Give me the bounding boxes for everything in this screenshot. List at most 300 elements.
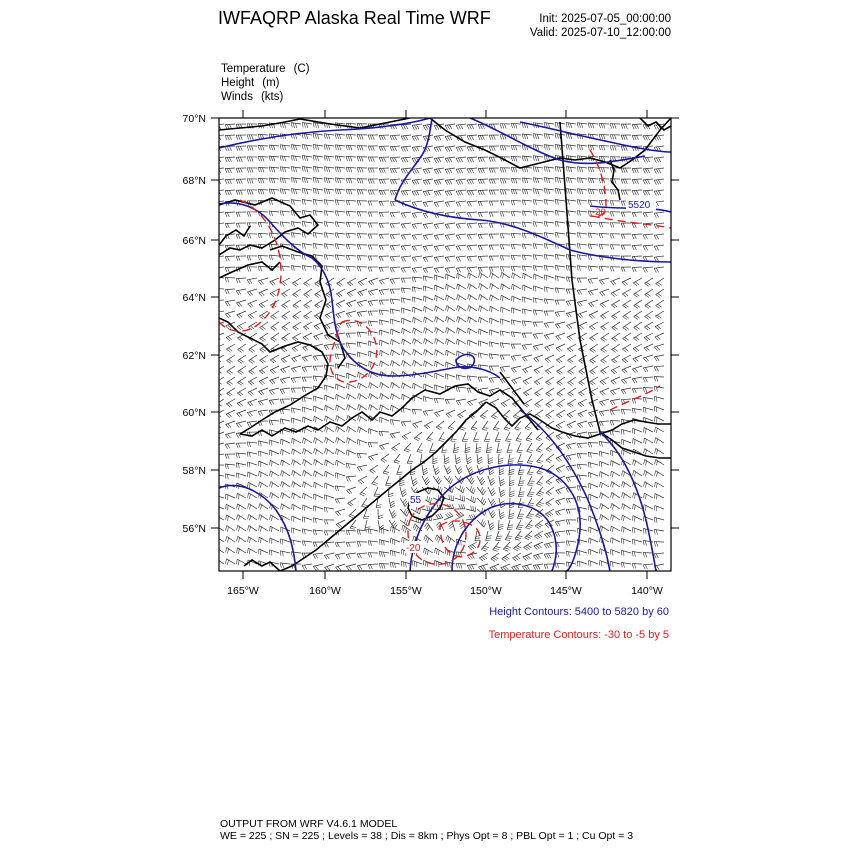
wind-barb-flag — [404, 450, 409, 452]
wind-barb-flag — [282, 409, 283, 414]
wind-barb-flag — [647, 293, 651, 296]
wind-barb-flag — [467, 169, 469, 174]
wind-barb — [236, 278, 246, 279]
wind-barb — [589, 300, 598, 303]
wind-barb-flag — [315, 244, 316, 249]
wind-barb-flag — [513, 245, 515, 250]
wind-barb-flag — [492, 296, 493, 301]
wind-barb — [511, 320, 521, 322]
wind-barb — [292, 528, 302, 531]
wind-barb-flag — [654, 246, 656, 250]
wind-barb-flag — [522, 156, 523, 161]
wind-barb-flag — [357, 467, 360, 471]
wind-barb-flag — [404, 329, 405, 334]
wind-barb-flag — [381, 223, 383, 228]
wind-barb — [611, 377, 620, 381]
wind-barb-flag — [533, 322, 535, 327]
wind-barb-flag — [434, 137, 437, 141]
wind-barb — [489, 377, 499, 378]
wind-barb-flag — [491, 267, 493, 272]
wind-barb-flag — [646, 326, 650, 329]
wind-barb-flag — [577, 278, 579, 283]
wind-barb-flag — [228, 424, 231, 428]
wind-barb-flag — [647, 136, 649, 141]
wind-barb-flag — [240, 359, 244, 362]
wind-barb-flag — [349, 439, 350, 444]
wind-barb-flag — [325, 460, 326, 465]
wind-barb — [632, 267, 642, 268]
wind-barb-flag — [382, 351, 383, 356]
wind-barb-flag — [601, 124, 603, 129]
wind-barb-flag — [469, 202, 471, 207]
wind-barb-flag — [251, 190, 253, 195]
wind-barb-flag — [456, 461, 460, 464]
wind-barb-flag — [610, 401, 613, 405]
wind-barb-flag — [546, 382, 550, 385]
wind-barb-flag — [489, 245, 491, 250]
wind-barb-flag — [392, 257, 394, 262]
wind-barb-flag — [469, 191, 471, 196]
wind-barb-flag — [460, 147, 462, 151]
wind-barb — [623, 300, 632, 305]
wind-barb-flag — [456, 158, 458, 162]
wind-barb — [633, 278, 642, 283]
wind-barb — [292, 355, 301, 359]
wind-barb-flag — [445, 202, 448, 206]
wind-barb — [478, 201, 488, 202]
wind-barb-flag — [456, 257, 458, 261]
wind-barb-flag — [446, 295, 447, 300]
wind-barb-flag — [544, 189, 545, 194]
wind-barb-flag — [634, 135, 636, 140]
wind-barb-flag — [434, 247, 437, 251]
wind-barb — [368, 454, 378, 457]
wind-barb-flag — [305, 450, 306, 455]
wind-barb-flag — [291, 145, 292, 150]
wind-barb-flag — [600, 493, 601, 498]
wind-barb-flag — [258, 411, 261, 415]
wind-barb — [522, 355, 532, 357]
wind-barb — [225, 289, 235, 290]
wind-barb-flag — [251, 359, 255, 362]
wind-barb-flag — [379, 431, 381, 436]
wind-barb-flag — [273, 326, 277, 329]
wind-barb-flag — [248, 514, 249, 519]
wind-barb — [291, 156, 301, 157]
wind-barb — [368, 300, 378, 301]
wind-barb — [555, 322, 565, 324]
wind-barb-flag — [423, 137, 426, 141]
wind-barb — [484, 432, 488, 441]
wind-barb-flag — [338, 314, 341, 318]
wind-barb-flag — [346, 244, 348, 249]
wind-barb-flag — [247, 292, 250, 296]
wind-barb-flag — [214, 313, 217, 317]
wind-barb-flag — [393, 384, 394, 389]
wind-barb-flag — [476, 447, 481, 448]
wind-barb-flag — [482, 489, 485, 493]
wind-barb — [555, 211, 565, 213]
wind-barb — [270, 377, 279, 381]
wind-barb — [622, 439, 631, 443]
wind-barb-flag — [250, 370, 254, 373]
wind-barb — [225, 300, 235, 302]
wind-barb-flag — [465, 452, 470, 453]
wind-barb-flag — [501, 494, 505, 497]
wind-barb — [511, 178, 521, 179]
wind-barb-flag — [569, 414, 573, 417]
wind-barb-flag — [611, 471, 612, 476]
wind-barb-flag — [480, 157, 482, 162]
wind-barb-flag — [504, 190, 506, 195]
wind-barb-flag — [577, 486, 578, 491]
wind-barb-flag — [579, 211, 580, 216]
wind-barb-flag — [293, 189, 294, 194]
wind-barb — [643, 256, 653, 257]
wind-barb-flag — [247, 135, 249, 140]
wind-barb-flag — [401, 158, 403, 162]
wind-barb-flag — [337, 266, 338, 271]
wind-barb-flag — [622, 504, 623, 509]
wind-barb-flag — [439, 480, 442, 484]
wind-barb-flag — [392, 434, 395, 438]
wind-barb-flag — [227, 454, 229, 459]
wind-barb-flag — [568, 360, 572, 363]
wind-barb-flag — [489, 234, 491, 239]
wind-barb-flag — [592, 178, 593, 183]
wind-barb — [534, 286, 544, 289]
wind-barb-flag — [304, 178, 305, 183]
wind-barb-flag — [599, 233, 601, 238]
wind-barb-flag — [216, 268, 218, 273]
wind-barb-flag — [383, 459, 387, 462]
wind-barb-flag — [296, 156, 297, 161]
wind-barb-flag — [282, 389, 285, 393]
wind-barb-flag — [448, 296, 449, 301]
wind-barb-flag — [577, 302, 580, 306]
wind-barb-flag — [527, 438, 532, 439]
wind-barb-flag — [423, 225, 426, 229]
wind-barb-flag — [270, 282, 274, 286]
wind-barb-flag — [519, 472, 524, 473]
wind-barb-flag — [229, 135, 231, 140]
wind-barb — [280, 211, 290, 212]
wind-barb-flag — [489, 354, 490, 359]
wind-barb-flag — [511, 211, 513, 216]
wind-barb-flag — [260, 339, 264, 342]
wind-barb-flag — [479, 306, 480, 311]
wind-barb-flag — [623, 201, 625, 206]
wind-barb-flag — [590, 291, 593, 295]
wind-barb-flag — [415, 351, 416, 356]
wind-barb-flag — [251, 179, 253, 184]
wind-barb-flag — [472, 427, 477, 428]
wind-barb — [390, 267, 400, 268]
wind-barb-flag — [513, 146, 515, 151]
wind-barb — [601, 344, 609, 350]
wind-barb-flag — [448, 351, 449, 356]
wind-barb-flag — [549, 512, 553, 515]
wind-barb — [380, 340, 389, 344]
wind-barb-flag — [305, 472, 306, 477]
wind-barb-flag — [425, 235, 428, 239]
wind-barb-flag — [324, 233, 325, 238]
wind-barb-flag — [548, 403, 552, 406]
wind-barb-flag — [247, 190, 249, 195]
wind-barb — [392, 443, 400, 448]
wind-barb-flag — [293, 327, 297, 330]
wind-barb — [324, 233, 334, 234]
wind-barb-flag — [459, 414, 463, 417]
wind-barb-flag — [645, 169, 647, 173]
wind-barb — [259, 377, 268, 381]
wind-barb-flag — [610, 234, 612, 239]
wind-barb-flag — [347, 426, 348, 431]
wind-barb-flag — [537, 473, 542, 475]
wind-barb-flag — [379, 320, 380, 325]
wind-barb-flag — [348, 167, 350, 172]
wind-barb — [588, 432, 598, 433]
wind-barb-flag — [381, 460, 385, 463]
wind-barb-flag — [624, 516, 625, 521]
wind-barb — [644, 333, 653, 338]
wind-barb-flag — [338, 428, 339, 433]
wind-barb-flag — [470, 296, 471, 301]
wind-barb-flag — [601, 267, 603, 272]
wind-barb — [610, 388, 620, 391]
wind-barb-flag — [226, 504, 227, 509]
wind-barb-flag — [490, 472, 494, 475]
wind-barb-flag — [433, 458, 438, 460]
wind-barb-flag — [657, 518, 658, 523]
wind-barb — [358, 278, 367, 282]
wind-barb-flag — [368, 245, 370, 250]
wind-barb — [478, 267, 488, 268]
wind-barb-flag — [457, 284, 458, 289]
wind-barb — [281, 355, 290, 359]
wind-barb-flag — [282, 328, 286, 331]
wind-barb-flag — [491, 234, 493, 239]
wind-barb-flag — [526, 134, 527, 139]
wind-barb-flag — [457, 328, 458, 333]
wind-barb-flag — [318, 156, 319, 161]
wind-barb-flag — [456, 180, 458, 184]
wind-barb-flag — [412, 213, 414, 217]
wind-barb-flag — [643, 388, 645, 393]
wind-barb — [589, 516, 598, 520]
wind-barb — [379, 310, 389, 311]
wind-barb-flag — [460, 429, 465, 431]
wind-barb-flag — [249, 452, 250, 457]
wind-barb-flag — [425, 276, 426, 281]
wind-barb-flag — [294, 483, 295, 488]
wind-barb — [423, 245, 433, 247]
wind-barb — [544, 287, 554, 289]
chart-title: IWFAQRP Alaska Real Time WRF — [218, 8, 491, 28]
wind-barb-flag — [613, 315, 617, 318]
wind-barb-flag — [337, 344, 339, 349]
wind-barb-flag — [533, 189, 534, 194]
wind-barb — [270, 355, 279, 360]
wind-barb — [577, 496, 587, 498]
wind-barb-flag — [445, 169, 448, 173]
wind-barb-flag — [237, 315, 241, 319]
wind-barb-flag — [304, 244, 305, 249]
wind-barb-flag — [546, 233, 547, 238]
wind-barb-flag — [448, 329, 449, 334]
wind-barb — [643, 355, 653, 358]
wind-barb-flag — [428, 438, 433, 440]
wind-barb — [534, 366, 543, 370]
wind-barb-flag — [457, 273, 458, 278]
wind-barb-flag — [215, 349, 219, 352]
wind-barb-flag — [566, 178, 567, 183]
wind-barb — [445, 256, 455, 257]
wind-barb-flag — [546, 405, 550, 408]
wind-barb — [643, 245, 653, 246]
wind-barb-flag — [513, 320, 514, 325]
wind-barb-flag — [555, 145, 556, 150]
wind-barb-flag — [557, 134, 558, 139]
wind-barb — [490, 399, 499, 403]
wind-barb — [654, 146, 664, 147]
wind-barb-flag — [359, 530, 360, 535]
wind-barb-flag — [471, 180, 473, 185]
wind-barb-flag — [412, 191, 414, 195]
wind-barb-flag — [269, 200, 270, 205]
wind-barb-flag — [524, 211, 525, 216]
wind-barb-flag — [357, 190, 359, 195]
wind-barb — [478, 223, 488, 224]
wind-barb — [282, 300, 290, 306]
wind-barb — [498, 520, 499, 530]
wind-barb-flag — [348, 503, 352, 506]
wind-barb — [336, 289, 345, 294]
wind-barb-flag — [436, 147, 439, 151]
wind-barb — [434, 398, 444, 399]
wind-barb-flag — [403, 169, 405, 173]
wind-barb-flag — [280, 399, 282, 404]
wind-barb-flag — [568, 313, 571, 317]
wind-barb-flag — [535, 405, 539, 408]
wind-barb-flag — [632, 213, 634, 218]
wind-barb — [500, 331, 510, 333]
wind-barb-flag — [520, 481, 525, 482]
wind-barb-flag — [559, 392, 563, 395]
wind-barb-flag — [458, 125, 460, 129]
wind-barb — [269, 399, 279, 400]
wind-barb-flag — [476, 452, 481, 453]
wind-barb-flag — [404, 340, 405, 345]
wind-barb-flag — [415, 362, 416, 367]
wind-barb-flag — [480, 223, 482, 228]
wind-barb — [248, 388, 257, 392]
wind-barb-flag — [339, 167, 340, 172]
wind-barb-flag — [533, 156, 534, 161]
wind-barb-flag — [269, 167, 270, 172]
wind-barb-flag — [284, 326, 288, 329]
wind-barb-flag — [359, 190, 361, 195]
wind-barb — [600, 461, 609, 465]
wind-barb-flag — [579, 444, 581, 449]
wind-barb — [270, 440, 280, 443]
wind-barb — [313, 200, 323, 202]
wind-barb-flag — [372, 135, 374, 140]
wind-barb-flag — [403, 125, 405, 129]
wind-barb-flag — [611, 360, 615, 363]
wind-barb-flag — [379, 135, 381, 140]
wind-barb — [524, 399, 533, 404]
wind-barb-flag — [261, 527, 262, 532]
wind-barb-flag — [478, 459, 483, 461]
wind-barb-flag — [238, 453, 239, 458]
wind-barb-flag — [491, 168, 493, 173]
wind-barb-flag — [470, 285, 471, 290]
wind-barb — [444, 498, 454, 501]
wind-barb-flag — [304, 387, 305, 392]
wind-barb-flag — [568, 134, 569, 139]
wind-barb-flag — [229, 179, 231, 184]
wind-barb-flag — [523, 369, 526, 373]
wind-barb-flag — [479, 273, 480, 278]
wind-barb-flag — [610, 267, 612, 272]
wind-barb-flag — [434, 148, 437, 152]
wind-barb-flag — [502, 179, 504, 184]
wind-barb-flag — [368, 179, 370, 184]
wind-barb-flag — [214, 288, 216, 293]
wind-barb-flag — [446, 316, 447, 321]
wind-barb-flag — [482, 168, 484, 173]
wind-barb-flag — [413, 349, 414, 354]
wind-barb-flag — [227, 290, 229, 295]
wind-barb-flag — [379, 234, 381, 239]
wind-barb-flag — [335, 145, 336, 150]
wind-barb-flag — [315, 145, 316, 150]
wind-barb-flag — [394, 462, 399, 463]
wind-barb-flag — [291, 156, 292, 161]
wind-barb-flag — [480, 212, 482, 217]
wind-barb-flag — [545, 514, 549, 517]
wind-barb — [497, 443, 499, 453]
wind-barb-flag — [303, 348, 306, 352]
wind-barb-flag — [459, 274, 460, 279]
wind-barb-flag — [571, 134, 572, 139]
wind-barb — [478, 256, 488, 257]
wind-barb-flag — [239, 527, 240, 532]
wind-barb — [424, 286, 434, 289]
wind-barb-flag — [425, 411, 427, 415]
wind-barb-flag — [440, 439, 445, 440]
wind-barb — [555, 233, 565, 235]
wind-barb-flag — [647, 315, 651, 318]
wind-barb — [456, 399, 466, 401]
wind-barb-flag — [489, 179, 491, 184]
wind-barb-flag — [646, 472, 647, 477]
wind-barb-flag — [324, 200, 325, 205]
wind-barb-flag — [632, 180, 634, 185]
wind-barb-flag — [426, 362, 427, 367]
wind-barb-flag — [349, 395, 350, 400]
wind-barb-flag — [489, 212, 491, 217]
wind-barb-flag — [517, 439, 522, 440]
wind-barb-flag — [240, 168, 242, 173]
wind-barb-flag — [403, 257, 405, 261]
wind-barb-flag — [305, 428, 306, 433]
wind-barb-flag — [261, 401, 264, 405]
wind-barb-flag — [510, 484, 515, 486]
wind-barb — [588, 244, 598, 245]
wind-barb-flag — [259, 471, 260, 476]
